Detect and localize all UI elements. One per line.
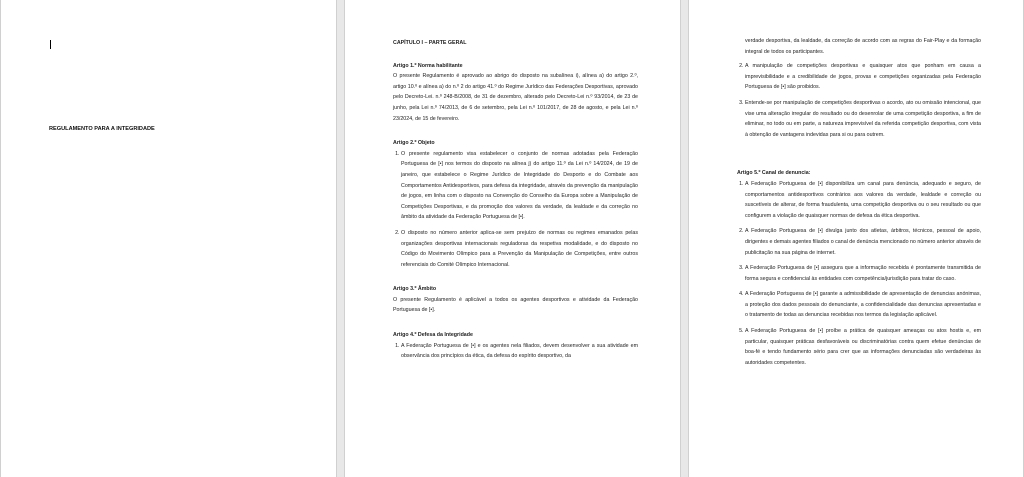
article-4-item-1-continued: verdade desportiva, da lealdade, da correção de acordo com as regras do Fair-Play e da formação integral de todos os participantes.	[745, 38, 981, 55]
article-5-heading: Artigo 5.º Canal de denuncia:	[737, 170, 811, 177]
chapter-heading: CAPÍTULO I – PARTE GERAL	[393, 40, 467, 46]
article-4-list-continued	[737, 61, 981, 140]
article-1-heading: Artigo 1.º Norma habilitante	[393, 62, 463, 69]
document-page-3[interactable]	[689, 0, 1023, 477]
article-5-item-1: 1. A Federação Portuguesa de [•] disponibiliza um canal para denúncia, adequado e seguro, de comportamentos antidesportivos contrários aos valores da verdade, lealdade e correção ou suscetíveis de alterar, de forma fraudulenta, uma competição desportiva ou o seu resultado ou que configurem a violação de quaisquer normas de defesa da ética desportiva.	[745, 179, 981, 221]
article-3-heading: Artigo 3.º Âmbito	[393, 286, 437, 293]
article-4-heading: Artigo 4.º Defesa da Integridade	[393, 332, 473, 339]
article-5-list	[737, 179, 981, 369]
document-title: REGULAMENTO PARA A INTEGRIDADE	[49, 126, 155, 132]
article-5-item-5: 5. A Federação Portuguesa de [•] proíbe a prática de quaisquer ameaças ou atos hostis e, em particular, quaisquer práticas desfavoráveis ou discriminatórias contra quem efetue denúncias de boa-fé e tendo fundamento sério para crer que as informações denunciadas são verdadeiras às autoridades competentes.	[745, 326, 981, 368]
article-2-list	[393, 149, 638, 271]
page-3-content	[737, 36, 981, 382]
article-4-item-1: 1. A Federação Portuguesa de [•] e os agentes nela filiados, devem desenvolver a sua atividade em observância dos princípios da ética, da defesa do espírito desportivo, da	[401, 341, 638, 362]
document-page-1[interactable]	[1, 0, 336, 477]
article-4-list-start	[393, 341, 638, 362]
article-2-heading: Artigo 2.º Objeto	[393, 140, 435, 147]
article-3-text: O presente Regulamento é aplicável a todos os agentes desportivos e atividade da Federação Portuguesa de [•].	[393, 296, 638, 314]
article-5-item-3: 3. A Federação Portuguesa de [•] assegura que a informação recebida é prontamente transmitida de forma segura e confidencial às entidades com competência/jurisdição para tratar do caso.	[745, 263, 981, 284]
text-cursor	[50, 40, 51, 49]
document-page-2[interactable]	[345, 0, 680, 477]
article-2-item-1: 1. O presente regulamento visa estabelecer o conjunto de normas adotadas pela Federação Portuguesa de [•] nos termos do disposto na alínea j) do artigo 11.º da Lei n.º 14/2024, de 19 de janeiro, que estabelece o Regime Jurídico de Integridade do Desporto e do Combate aos Comportamentos Antidesportivos, para defesa da integridade, através da prevenção da manipulação de jogos, em linha com o disposto na Convenção do Conselho da Europa sobre a Manipulação de Competições Desportivas, e da promoção dos valores da verdade, da lealdade e da correção no âmbito da atividade da Federação Portuguesa de [•].	[401, 149, 638, 223]
article-5-item-2: 2. A Federação Portuguesa de [•] divulga junto dos atletas, árbitros, técnicos, pessoal de apoio, dirigentes e demais agentes filiados o canal de denúncia mencionado no número anterior através de publicitação na sua página de internet.	[745, 226, 981, 258]
page-2-content	[393, 38, 638, 376]
article-1-text: O presente Regulamento é aprovado ao abrigo do disposto na subalínea i), alínea a) do artigo 2.º, artigo 10.º e alínea a) do n.º 2 do artigo 41.º do Regime Jurídico das Federações Desportivas, aprovado pelo Decreto-Lei. n.º 248-B/2008, de 31 de dezembro, alterado pelo Decreto-Lei n.º 93/2014, de 23 de junho, pela Lei n.º 74/2013, de 6 de setembro, pela Lei n.º 101/2017, de 28 de agosto, e pela Lei n.º 23/2024, de 15 de fevereiro.	[393, 73, 638, 122]
article-4-item-2: 2. A manipulação de competições desportivas e quaisquer atos que ponham em causa a imprevisibilidade e a credibilidade de jogos, provas e competições organizadas pela Federação Portuguesa de [•] são proibidos.	[745, 61, 981, 93]
article-5-item-4: 4. A Federação Portuguesa de [•] garante a admissibilidade de apresentação de denuncias anónimas, a proteção dos dados pessoais do denunciante, a confidencialidade das denuncias apresentadas e o tratamento de todas as denuncias recebidas nos termos da legislação aplicável.	[745, 289, 981, 321]
article-2-item-2: 2. O disposto no número anterior aplica-se sem prejuízo de normas ou regimes emanados pelas organizações desportivas internacionais reguladoras da respetiva modalidade, e do disposto no Código do Movimento Olímpico para a Prevenção da Manipulação de Competições, entre outros referenciais do Comité Olímpico Internacional.	[401, 228, 638, 270]
article-4-item-3: 3. Entende-se por manipulação de competições desportivas o acordo, ato ou omissão intencional, que vise uma alteração irregular do resultado ou do desenrolar de uma competição desportiva, a fim de eliminar, no todo ou em parte, a natureza imprevisível da referida competição desportiva, com vista à obtenção de vantagens indevidas para si ou para outrem.	[745, 98, 981, 140]
